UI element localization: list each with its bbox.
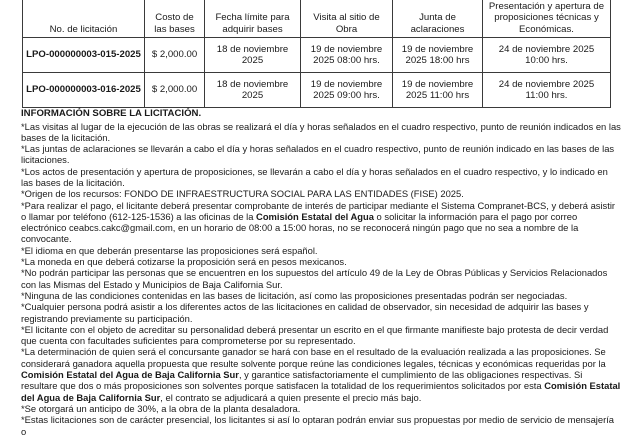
payment-text: , en un horario de 08:00 a 15:00 horas, no se reconocerá ningún pago que no sea a nombre de la convocante. [21,222,579,245]
table-row [23,73,611,108]
winner-text: , el contrato se adjudicará a quien presente el precio más bajo. [160,391,422,403]
winner-text: *La determinación de quien será el concursante ganador se hará con base en el resultado de la evaluación realizada a las proposiciones. Se considerará ganadora aquella propuesta que resulte solvente porque reúne las condiciones legales, técnicas y económicas requeridas por la [21,346,606,369]
winner-text: , y garantice satisfactoriamente el cumplimiento de las obligaciones respectivas. Si resultare que dos o más proposiciones son solventes porque satisfacen la totalidad de los requerimientos solicitados por esta [21,369,583,392]
proposal-opening: 24 de noviembre 2025 10:00 hrs. [483,38,611,73]
info-site-visits: *Las visitas al lugar de la ejecución de las obras se realizará el día y horas señalados en el cuadro respectivo, punto de reunión indicados en las bases de la licitación. [21,120,621,143]
contact-email[interactable]: ceabcs.cakc@gmail.com [68,222,173,234]
header-clarification-meeting: Junta de aclaraciones [393,0,483,38]
bidding-schedule-table [22,0,611,108]
bid-number: LPO-000000003-016-2025 [23,73,145,108]
header-proposal-opening: Presentación y apertura de proposiciones técnicas y Económicas. [483,0,611,38]
bases-cost: $ 2,000.00 [145,38,205,73]
bidding-information [21,108,621,437]
header-deadline: Fecha límite para adquirir bases [205,0,301,38]
clarification-meeting: 19 de noviembre 2025 11:00 hrs [393,73,483,108]
info-payment [21,200,621,245]
site-visit: 19 de noviembre 2025 08:00 hrs. [301,38,393,73]
info-observers: *Cualquier persona podrá asistir a los diferentes actos de las licitaciones en calidad de observador, sin necesidad de adquirir las bases y registrando previamente su participación. [21,301,589,324]
bid-number: LPO-000000003-015-2025 [23,38,145,73]
info-clarification-meetings: *Las juntas de aclaraciones se llevarán a cabo el día y horas señalados en el cuadro respectivo, punto de reunión indicado en las bases de las licitaciones. [21,143,615,166]
site-visit: 19 de noviembre 2025 09:00 hrs. [301,73,393,108]
header-bases-cost: Costo de las bases [145,0,205,38]
info-language: *El idioma en que deberán presentarse las proposiciones será español. [21,244,318,256]
info-ineligible-parties: *No podrán participar las personas que se encuentren en los supuestos del artículo 49 de la Ley de Obras Públicas y Servicios Relacionados con las Mismas del Estado y Municipios de Baja California Sur. [21,267,608,290]
info-winner-determination [21,346,621,402]
deadline: 18 de noviembre 2025 [205,38,301,73]
payment-text: o solicitar la información para el pago por correo electrónico [21,210,578,234]
info-no-negotiation: *Ninguna de las condiciones contenidas en las bases de licitación, así como las proposiciones presentadas podrán ser negociadas. [21,289,568,301]
header-bid-number: No. de licitación [23,0,145,38]
proposal-opening: 24 de noviembre 2025 11:00 hrs. [483,73,611,108]
info-funding-source: *Origen de los recursos: FONDO DE INFRAESTRUCTURA SOCIAL PARA LAS ENTIDADES (FISE) 2025. [21,188,464,200]
clarification-meeting: 19 de noviembre 2025 18:00 hrs [393,38,483,73]
section-title: INFORMACIÓN SOBRE LA LICITACIÓN. [21,108,202,119]
info-proposal-acts: *Los actos de presentación y apertura de proposiciones, se llevarán a cabo el día y horas señalados en el cuadro respectivo, y lo indicado en las bases de la licitación. [21,165,608,188]
bases-cost: $ 2,000.00 [145,73,205,108]
agency-name: Comisión Estatal del Agua de Baja California Sur [21,369,239,381]
info-in-person: *Estas licitaciones son de carácter presencial, los licitantes si así lo optaran podrán enviar sus propuestas por medio de servicio de mensajería o [21,414,615,437]
info-advance-payment: *Se otorgará un anticipo de 30%, a la obra de la planta desaladora. [21,402,301,414]
table-row [23,38,611,73]
info-currency: *La moneda en que deberá cotizarse la proposición será en pesos mexicanos. [21,256,347,268]
info-legal-capacity: *El licitante con el objeto de acreditar su personalidad deberá presentar un escrito en el que firmante manifieste bajo protesta de decir verdad que cuenta con facultades suficientes para comprometerse por su representado. [21,323,609,347]
agency-name: Comisión Estatal del Agua [256,210,374,222]
header-site-visit: Visita al sitio de Obra [301,0,393,38]
payment-text: *Para realizar el pago, el licitante deberá presentar comprobante de interés de participar mediante el Sistema Compranet-BCS, y deberá asistir o llamar por teléfono (612-125-1536) a las oficinas de la [21,199,616,222]
agency-name: Comisión Estatal del Agua de Baja California Sur [21,380,621,403]
table-header-row [23,0,611,38]
deadline: 18 de noviembre 2025 [205,73,301,108]
